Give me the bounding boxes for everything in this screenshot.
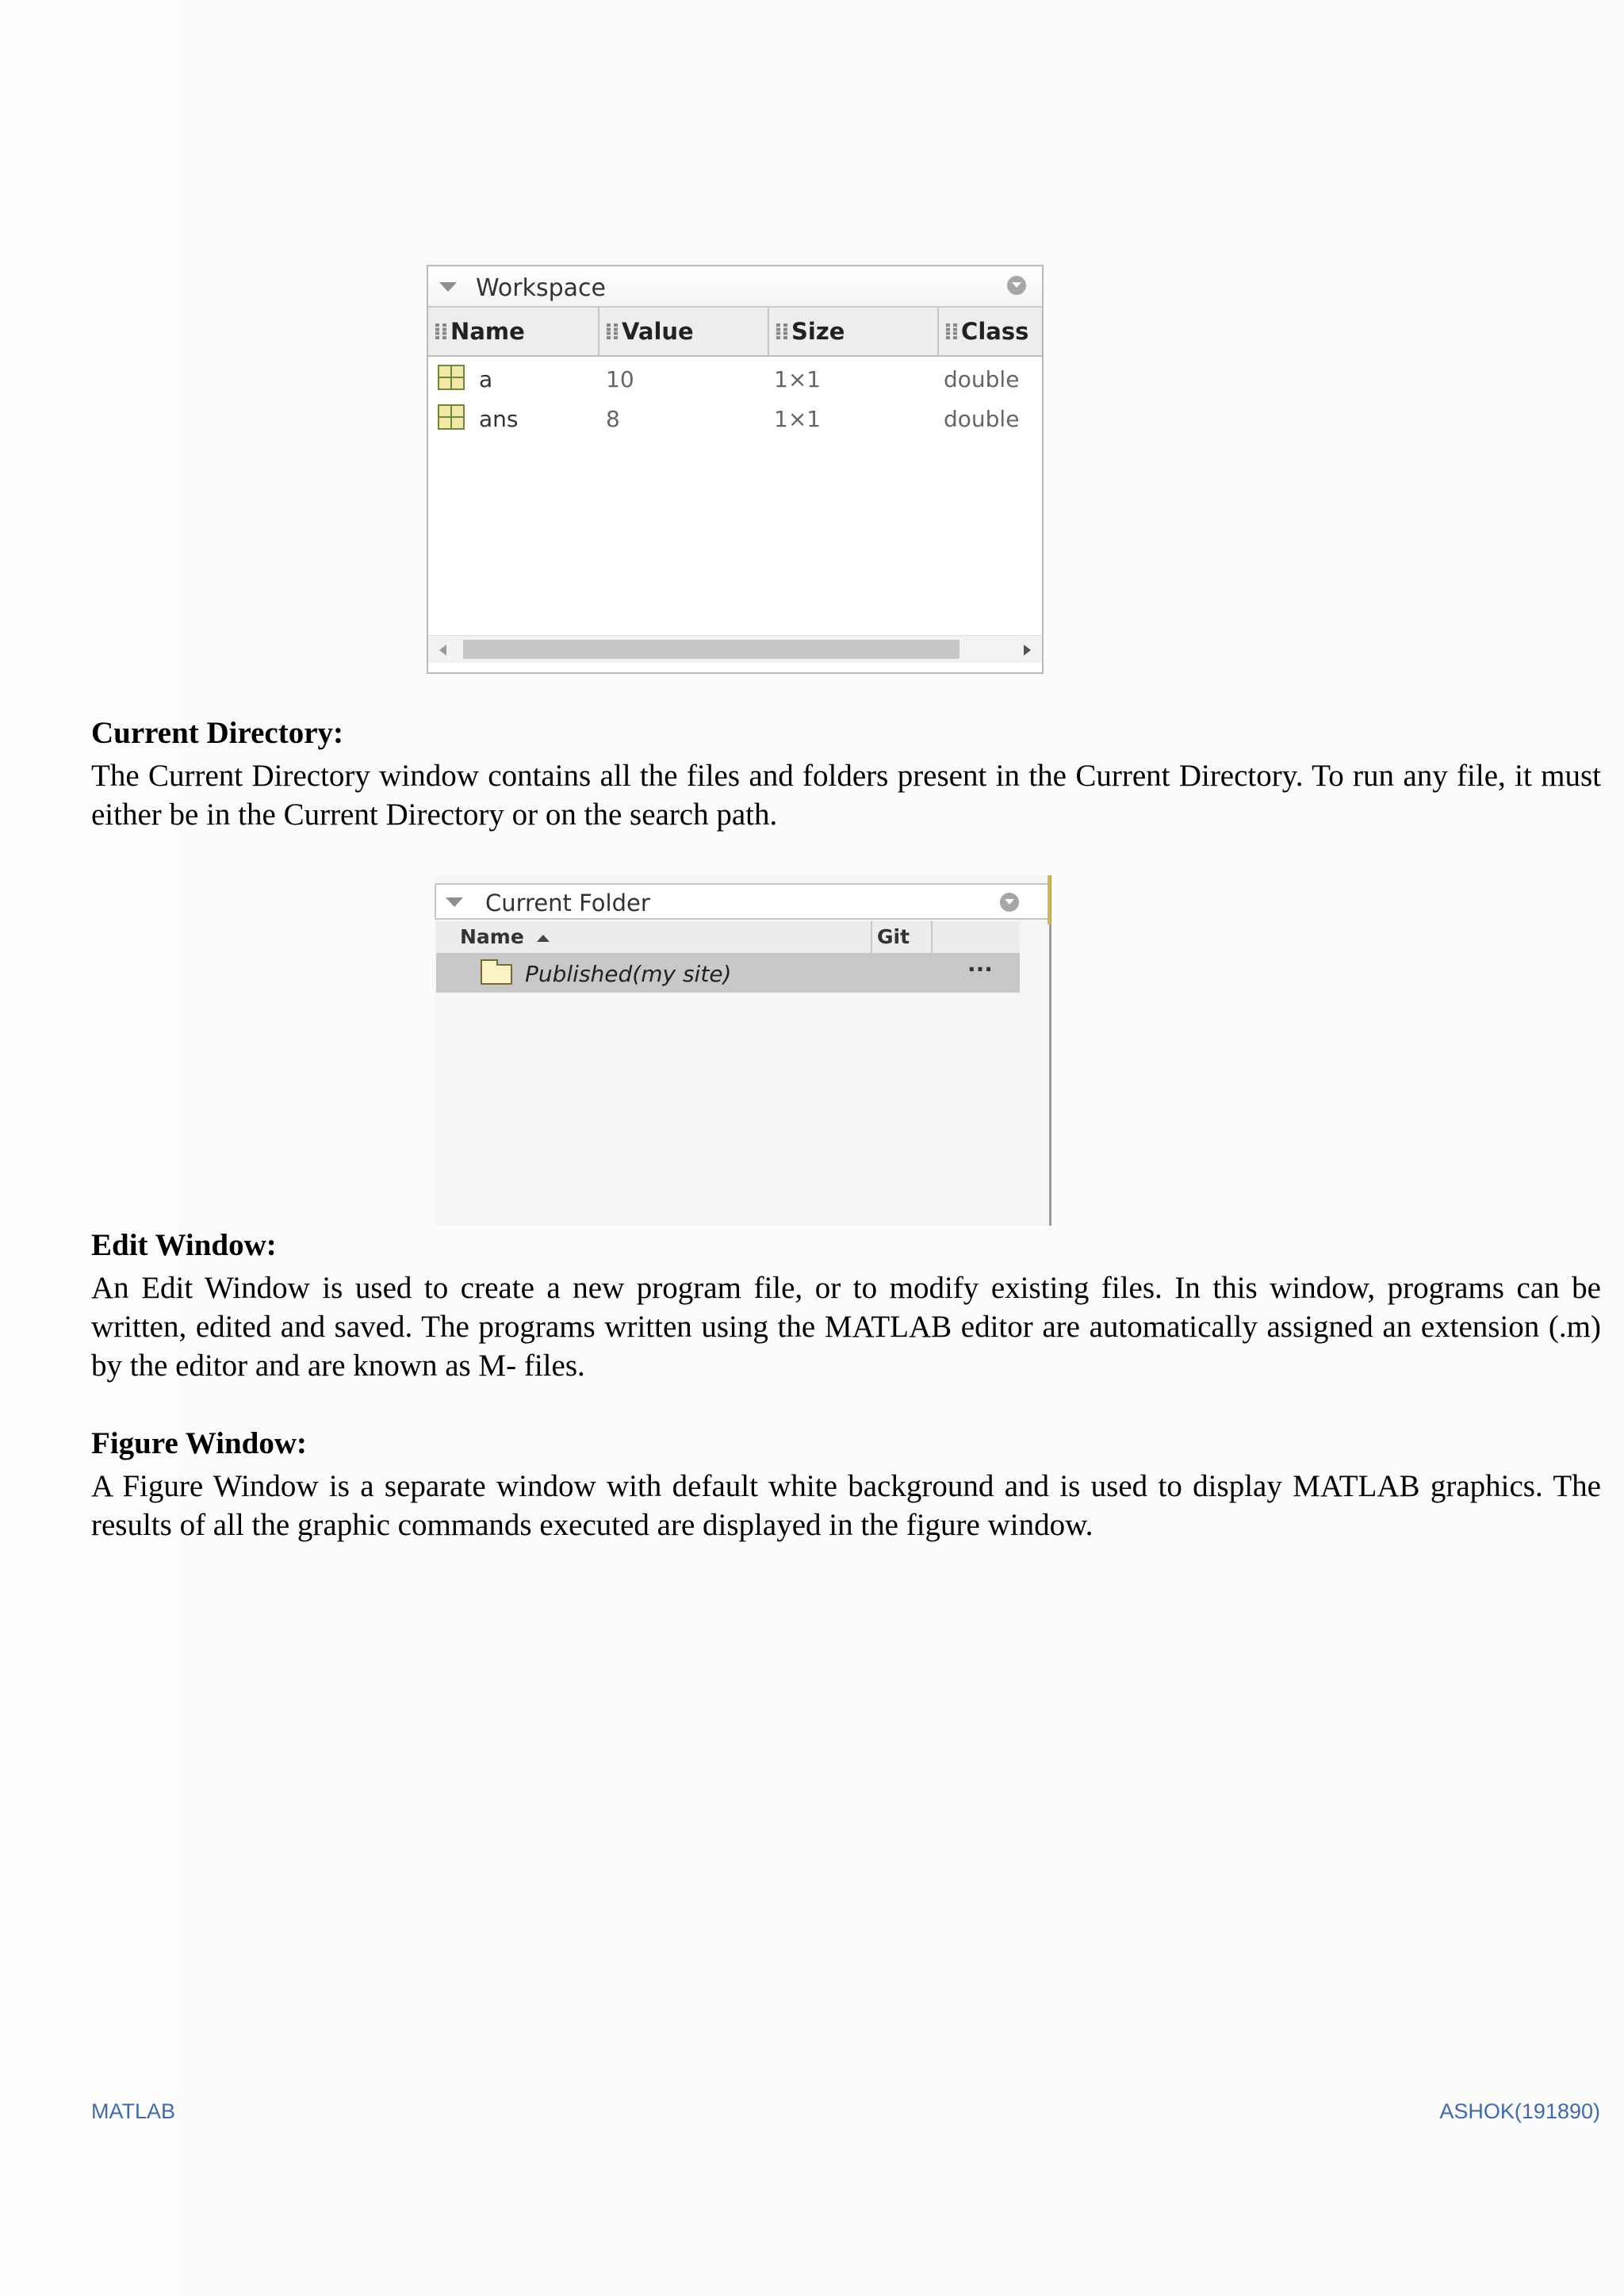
panel-actions-icon[interactable]	[1000, 893, 1019, 912]
column-size[interactable]: ⁞⁞ Size	[769, 308, 939, 355]
sort-ascending-icon	[537, 935, 550, 942]
variable-grid-icon	[438, 404, 465, 430]
current-folder-title-bar	[435, 883, 1049, 920]
current-directory-heading: Current Directory:	[91, 716, 344, 750]
variable-size: 1×1	[774, 366, 822, 392]
variable-name: a	[479, 366, 493, 392]
scroll-thumb[interactable]	[463, 640, 959, 659]
scroll-right-icon[interactable]	[1024, 645, 1031, 656]
collapse-triangle-icon[interactable]	[439, 282, 457, 292]
more-options-icon[interactable]: ···	[967, 956, 993, 982]
footer-left: MATLAB	[91, 2099, 176, 2123]
variable-class: double	[944, 366, 1020, 392]
current-folder-column-header	[436, 921, 1020, 955]
table-row[interactable]	[428, 400, 1042, 439]
column-git[interactable]	[872, 921, 933, 953]
list-item[interactable]	[436, 955, 1020, 993]
current-directory-text: The Current Directory window contains all the files and folders present in the Current Directory. To run any file, it must either be in the Current Directory or on the search path.	[91, 759, 1601, 832]
column-class-label: Class	[961, 318, 1029, 345]
workspace-title-bar	[428, 266, 1042, 308]
footer-right: ASHOK(191890)	[1439, 2099, 1600, 2123]
panel-edge-accent	[1048, 875, 1051, 924]
collapse-triangle-icon[interactable]	[446, 897, 463, 907]
column-size-label: Size	[791, 318, 845, 345]
column-name[interactable]	[436, 921, 872, 953]
workspace-column-header	[428, 308, 1042, 357]
variable-grid-icon	[438, 365, 465, 390]
column-git-label: Git	[877, 925, 910, 948]
variable-value: 8	[606, 406, 620, 432]
column-name-label: Name	[460, 925, 524, 948]
column-value[interactable]: ⁞⁞ Value	[599, 308, 769, 355]
current-folder-title: Current Folder	[485, 890, 650, 916]
folder-label: Published(my site)	[525, 961, 732, 987]
panel-actions-icon[interactable]	[1007, 276, 1026, 295]
current-folder-panel	[435, 875, 1051, 1226]
workspace-title: Workspace	[476, 274, 606, 302]
column-spare	[933, 921, 1020, 953]
figure-window-text: A Figure Window is a separate window with default white background and is used to display MATLAB graphics. The results of all the graphic commands executed are displayed in the figure window.	[91, 1469, 1601, 1542]
figure-window-heading: Figure Window:	[91, 1426, 307, 1460]
column-class[interactable]: ⁞⁞ Class	[944, 318, 1029, 345]
edit-window-text: An Edit Window is used to create a new program file, or to modify existing files. In this window, programs can be written, edited and saved. The programs written using the MATLAB editor are automatically assigned an extension (.m) by the editor and are known as M- files.	[91, 1271, 1601, 1383]
variable-class: double	[944, 406, 1020, 432]
workspace-panel	[427, 265, 1044, 674]
scroll-left-icon[interactable]	[439, 645, 446, 656]
folder-icon	[481, 964, 512, 985]
variable-value: 10	[606, 366, 634, 392]
column-value-label: Value	[622, 318, 694, 345]
variable-size: 1×1	[774, 406, 822, 432]
edit-window-heading: Edit Window:	[91, 1228, 277, 1262]
horizontal-scrollbar[interactable]	[428, 635, 1042, 663]
column-name[interactable]: ⁞⁞ Name	[428, 308, 599, 355]
column-name-label: Name	[450, 318, 525, 345]
table-row[interactable]	[428, 360, 1042, 400]
variable-name: ans	[479, 406, 519, 432]
